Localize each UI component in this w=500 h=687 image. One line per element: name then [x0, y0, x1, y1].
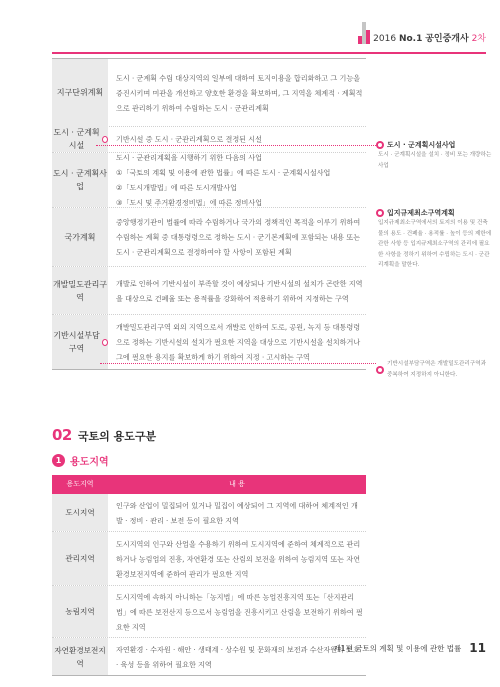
subsection-title: 용도지역	[70, 457, 109, 468]
row-line: 도시 · 군관리계획을 시행하기 위한 다음의 사업	[116, 153, 262, 162]
side-note	[376, 140, 492, 171]
table-header	[52, 475, 366, 494]
table-row	[52, 58, 366, 127]
row-body: 기반시설 중 도시 · 군관리계획으로 결정된 시설	[116, 134, 262, 144]
col-header: 내 용	[229, 480, 245, 488]
row-body: 중앙행정기관이 법률에 따라 수립하거나 국가의 정책적인 목적을 이루기 위하여 수립하는 계획 중 대통령령으로 정하는 도시 · 군기본계획에 포함되는 내용 또는 도시 · 군관리계획으로 결정하여야 할 사항이 포함된 계획	[116, 217, 361, 257]
row-head-label: 도시 · 군계획시설	[53, 128, 100, 150]
side-note	[376, 208, 492, 271]
note-leader-line	[96, 145, 376, 146]
chapter-title: 제1편 국토의 계획 및 이용에 관한 법률	[333, 643, 462, 653]
table-row	[52, 494, 366, 532]
brand-round: 2차	[471, 34, 486, 44]
row-head	[52, 126, 108, 152]
row-body: 도시지역에 속하지 아니하는「농지법」에 따른 농업진흥지역 또는「산지관리법」에 따른 보전산지 등으로서 농림업을 진흥시키고 산림을 보전하기 위하여 필요한 지역	[116, 592, 363, 631]
row-head: 관리지역	[52, 532, 108, 585]
section-title: 국토의 용도구분	[77, 430, 157, 443]
row-body: 자연환경 · 수자원 · 해안 · 생태계 · 상수원 및 문화재의 보전과 수산자원의 보호 · 육성 등을 위하여 필요한 지역	[116, 644, 360, 669]
page-footer	[334, 641, 486, 655]
page-number: 11	[469, 641, 486, 655]
col-header: 용도지역	[66, 480, 94, 488]
table-row	[52, 586, 366, 638]
row-head: 국가계획	[52, 208, 108, 266]
row-head: 자연환경보전지역	[52, 638, 108, 675]
note-pin-icon	[102, 136, 108, 143]
note-leader-line	[100, 363, 376, 364]
table-row	[52, 126, 366, 153]
brand-logo-icon	[358, 22, 370, 44]
note-body: 도시 · 군계획시설을 설치 · 정비 또는 개량하는 사업	[378, 152, 492, 169]
table-row	[52, 153, 366, 208]
note-marker-icon	[376, 366, 384, 374]
note-pin-icon	[102, 339, 108, 346]
note-body: 입지규제최소구역에서의 토지의 이용 및 건축물의 용도 · 건폐율 · 용적률 · 높이 등의 제한에 관한 사항 등 입지규제최소구역의 관리에 필요한 사항을 정하기 위하여 수립하는 도시 · 군관리계획을 말한다.	[378, 220, 492, 268]
row-head: 지구단위계획	[52, 59, 108, 126]
section-number: 02	[52, 426, 72, 444]
row-body: 도시지역의 인구와 산업을 수용하기 위하여 도시지역에 준하여 체계적으로 관리하거나 농림업의 진흥, 자연환경 또는 산림의 보전을 위하여 농림지역 또는 자연환경보전지역에 준하여 관리가 필요한 지역	[116, 539, 361, 578]
subsection-heading	[52, 453, 109, 468]
row-head: 농림지역	[52, 586, 108, 637]
header-rule	[52, 52, 486, 54]
note-body: 기반시설부담구역은 개발밀도관리구역과 중복하여 지정하지 아니한다.	[387, 361, 487, 378]
row-line: ①「국토의 계획 및 이용에 관한 법률」에 따른 도시 · 군계획시설사업	[116, 168, 331, 177]
row-head: 도시지역	[52, 494, 108, 531]
row-head	[52, 315, 108, 369]
table-row	[52, 315, 366, 370]
row-line: ②「도시개발법」에 따른 도시개발사업	[116, 183, 237, 192]
row-body: 개발밀도관리구역 외의 지역으로서 개발로 인하여 도로, 공원, 녹지 등 대통령령으로 정하는 기반시설의 설치가 필요한 지역을 대상으로 기반시설을 설치하거나 그에 필요한 용지를 확보하게 하기 위하여 지정 · 고시하는 구역	[116, 322, 361, 362]
brand-name: No.1	[398, 34, 423, 44]
row-head: 도시 · 군계획사업	[52, 153, 108, 207]
row-line: ③「도시 및 주거환경정비법」에 따른 정비사업	[116, 198, 263, 207]
subsection-number: 1	[52, 454, 65, 467]
row-body: 인구와 산업이 밀집되어 있거나 밀집이 예상되어 그 지역에 대하여 체계적인 개발 · 정비 · 관리 · 보전 등이 필요한 지역	[116, 500, 358, 525]
side-note	[376, 359, 492, 380]
table-row	[52, 267, 366, 315]
row-body	[116, 150, 364, 210]
note-title: 도시 · 군계획시설사업	[387, 141, 456, 149]
table-row	[52, 208, 366, 267]
brand-text	[373, 35, 486, 44]
section-heading	[52, 426, 156, 444]
table-row	[52, 638, 366, 676]
table-row	[52, 532, 366, 586]
row-body: 개발로 인하여 기반시설이 부족할 것이 예상되나 기반시설의 설치가 곤란한 지역을 대상으로 건폐율 또는 용적률을 강화하여 적용하기 위하여 지정하는 구역	[116, 278, 363, 303]
row-body: 도시 · 군계획 수립 대상지역의 일부에 대하여 토지이용을 합리화하고 그 기능을 증진시키며 미관을 개선하고 양호한 환경을 확보하며, 그 지역을 체계적 · 계획적으로 관리하기 위하여 수립하는 도시 · 군관리계획	[116, 73, 363, 112]
brand-subject: 공인중개사	[425, 34, 469, 44]
note-marker-icon	[376, 209, 384, 217]
brand-header	[358, 22, 486, 44]
note-title: 입지규제최소구역계획	[387, 209, 455, 217]
note-marker-icon	[376, 141, 384, 149]
row-head: 개발밀도관리구역	[52, 267, 108, 314]
brand-year: 2016	[373, 34, 397, 44]
row-head-label: 기반시설부담구역	[53, 331, 100, 353]
